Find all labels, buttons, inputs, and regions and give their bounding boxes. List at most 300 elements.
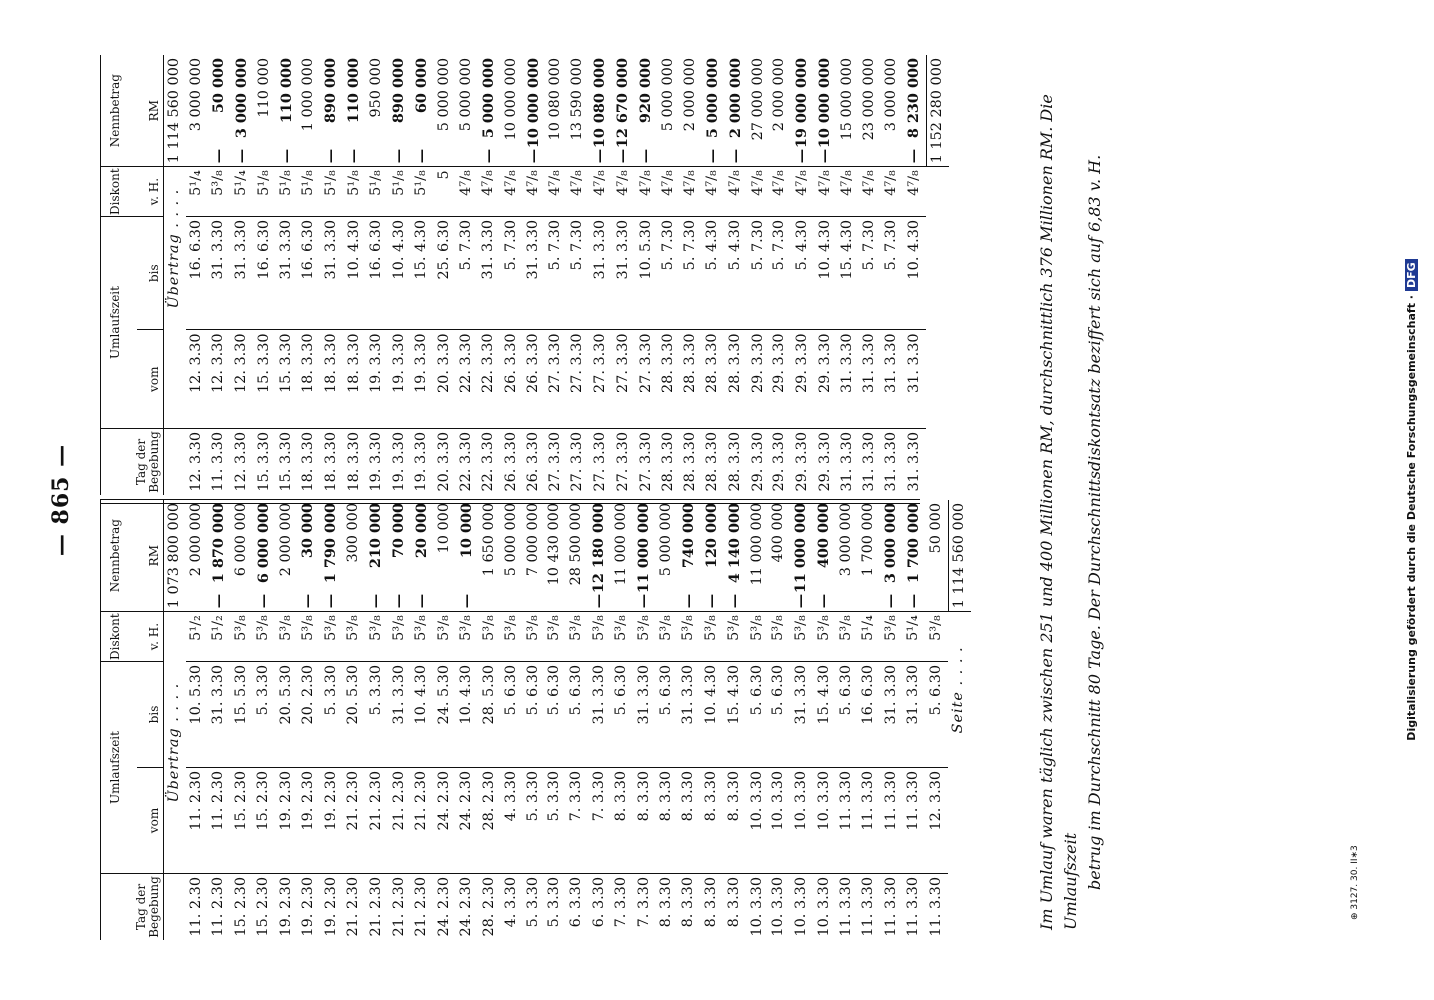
carry-value: 1 114 560 000	[164, 55, 186, 167]
minus-sign: —	[702, 593, 720, 609]
bis-cell: 16. 6.30	[858, 661, 880, 767]
amount-value: 5 000 000	[502, 503, 519, 577]
vom-cell: 19. 3.30	[388, 330, 411, 429]
amount-cell	[748, 55, 770, 167]
diskont-cell: 5¹/₈	[411, 167, 434, 217]
table-row	[903, 500, 926, 940]
tag-cell: 19. 3.30	[413, 432, 430, 492]
table-row	[881, 55, 903, 495]
diskont-cell: 5³/₈	[611, 612, 633, 662]
table-row	[858, 500, 880, 940]
amount-value: 740 000	[679, 503, 697, 569]
header-umlaufszeit: Umlaufszeit	[101, 216, 138, 428]
minus-sign: —	[390, 148, 408, 164]
minus-sign: —	[635, 593, 653, 609]
amount-cell	[434, 55, 456, 167]
bis-cell: 10. 4.30	[903, 216, 926, 330]
diskont-cell: 5³/₈	[208, 167, 231, 217]
vom-cell: 18. 3.30	[320, 330, 343, 429]
minus-sign: —	[637, 148, 655, 164]
diskont-cell: 4⁷/₈	[523, 167, 546, 217]
minus-sign: —	[209, 148, 227, 164]
amount-cell	[859, 55, 881, 167]
diskont-cell: 5¹/₈	[388, 167, 411, 217]
minus-sign: —	[299, 593, 317, 609]
table-row	[298, 55, 320, 495]
minus-sign: —	[232, 148, 250, 164]
minus-sign: —	[792, 593, 810, 609]
diskont-cell: 5¹/₈	[254, 167, 276, 217]
vom-cell: 19. 2.30	[276, 767, 298, 873]
amount-cell	[633, 500, 656, 612]
bis-cell: 5. 6.30	[836, 661, 858, 767]
bis-cell: 5. 6.30	[523, 661, 545, 767]
bis-cell: 16. 6.30	[366, 216, 388, 330]
diskont-cell: 5¹/₈	[276, 167, 299, 217]
amount-value: 210 000	[367, 503, 385, 569]
diskont-cell: 4⁷/₈	[903, 167, 926, 217]
diskont-cell: 5³/₈	[790, 612, 813, 662]
amount-cell	[588, 500, 611, 612]
diskont-cell: 5³/₈	[566, 612, 588, 662]
bis-cell: 5. 7.30	[545, 216, 567, 330]
vom-cell: 27. 3.30	[635, 330, 658, 429]
amount-value: 890 000	[322, 58, 340, 124]
vom-cell: 5. 3.30	[544, 767, 566, 873]
total-label: Seite . . . .	[950, 646, 967, 734]
amount-value: 10 000 000	[816, 58, 834, 149]
vom-cell: 28. 3.30	[658, 330, 680, 429]
diskont-cell: 5³/₈	[365, 612, 388, 662]
bis-cell: 5. 7.30	[769, 216, 791, 330]
table-row	[343, 500, 365, 940]
vom-cell: 27. 3.30	[545, 330, 567, 429]
bis-cell: 5. 7.30	[567, 216, 589, 330]
table-row	[612, 55, 635, 495]
diskont-cell: 5³/₈	[724, 612, 747, 662]
bis-cell: 10. 5.30	[186, 661, 208, 767]
minus-sign: —	[524, 148, 542, 164]
table-row	[365, 500, 388, 940]
header-vom: vom	[137, 330, 164, 429]
bis-cell: 5. 6.30	[544, 661, 566, 767]
amount-value: 60 000	[412, 58, 430, 114]
header-tag: Tag der Begebung	[101, 429, 164, 496]
minus-sign: —	[209, 593, 227, 609]
amount-cell	[365, 500, 388, 612]
table-row	[434, 500, 456, 940]
vom-cell: 31. 3.30	[903, 330, 926, 429]
vom-cell: 11. 3.30	[903, 767, 926, 873]
diskont-cell: 4⁷/₈	[635, 167, 658, 217]
tag-cell: 8. 3.30	[726, 877, 743, 928]
vom-cell: 11. 2.30	[186, 767, 208, 873]
amount-cell	[320, 500, 343, 612]
header-vh: v. H.	[137, 167, 164, 217]
minus-sign: —	[367, 593, 385, 609]
bis-cell: 10. 4.30	[456, 661, 479, 767]
left-table-body	[164, 500, 971, 940]
tag-cell: 10. 3.30	[792, 877, 809, 937]
vom-cell: 21. 2.30	[388, 767, 411, 873]
tag-cell: 11. 3.30	[882, 877, 899, 937]
table-row	[366, 55, 388, 495]
diskont-cell: 4⁷/₈	[658, 167, 680, 217]
tag-cell: 15. 2.30	[232, 877, 249, 937]
diskont-cell: 5³/₈	[836, 612, 858, 662]
diskont-cell: 4⁷/₈	[456, 167, 478, 217]
note-line-1: Im Umlauf waren täglich zwischen 251 und 400 Millionen RM, durchschnittlich 376 Millionen RM. Die Umlaufszeit	[1037, 94, 1080, 930]
page-number: — 865 —	[48, 443, 74, 557]
diskont-cell: 5¹/₂	[208, 612, 231, 662]
vom-cell: 8. 3.30	[656, 767, 678, 873]
amount-value: 110 000	[255, 58, 272, 118]
table-row	[903, 55, 926, 495]
amount-cell	[903, 500, 926, 612]
vom-cell: 19. 2.30	[320, 767, 343, 873]
bis-cell: 31. 3.30	[231, 216, 254, 330]
amount-value: 2 000 000	[771, 58, 788, 132]
tag-cell: 19. 2.30	[299, 877, 316, 937]
diskont-cell: 5¹/₄	[231, 167, 254, 217]
minus-sign: —	[412, 593, 430, 609]
header-diskont: Diskont	[101, 612, 138, 662]
table-row	[478, 55, 501, 495]
carry-row	[164, 55, 186, 495]
diskont-cell: 5³/₈	[926, 612, 948, 662]
header-bis: bis	[137, 216, 164, 330]
minus-sign: —	[725, 593, 743, 609]
bis-cell: 16. 6.30	[186, 216, 208, 330]
tag-cell: 29. 3.30	[771, 432, 788, 492]
table-row	[837, 55, 859, 495]
bis-cell: 31. 3.30	[388, 661, 411, 767]
tag-cell: 28. 2.30	[480, 877, 497, 937]
bis-cell: 31. 3.30	[790, 661, 813, 767]
table-row	[434, 55, 456, 495]
diskont-cell: 5³/₈	[297, 612, 320, 662]
tag-cell: 19. 2.30	[277, 877, 294, 937]
amount-cell	[297, 500, 320, 612]
table-row	[658, 55, 680, 495]
amount-value: 6 000 000	[254, 503, 272, 584]
vom-cell: 26. 3.30	[501, 330, 523, 429]
tag-cell: 10. 3.30	[748, 877, 765, 937]
amount-value: 5 000 000	[657, 503, 674, 577]
table-row	[208, 55, 231, 495]
amount-cell	[544, 500, 566, 612]
table-row	[702, 55, 725, 495]
table-row	[680, 55, 702, 495]
amount-value: 6 000 000	[232, 503, 249, 577]
tag-cell: 31. 3.30	[883, 432, 899, 492]
table-row	[678, 500, 701, 940]
vom-cell: 10. 3.30	[768, 767, 790, 873]
bis-cell: 10. 4.30	[814, 216, 837, 330]
minus-sign: —	[254, 593, 272, 609]
vom-cell: 21. 2.30	[411, 767, 434, 873]
vom-cell: 11. 3.30	[858, 767, 880, 873]
vom-cell: 15. 2.30	[231, 767, 253, 873]
tag-cell: 24. 2.30	[458, 877, 475, 937]
bis-cell: 10. 4.30	[343, 216, 366, 330]
minus-sign: —	[793, 148, 811, 164]
amount-cell	[478, 55, 501, 167]
amount-value: 3 000 000	[232, 58, 250, 139]
tag-cell: 5. 3.30	[524, 877, 541, 928]
diskont-cell: 4⁷/₈	[791, 167, 814, 217]
vom-cell: 27. 3.30	[589, 330, 612, 429]
amount-value: 10 430 000	[546, 503, 563, 586]
amount-cell	[276, 55, 299, 167]
amount-value: 3 000 000	[187, 58, 204, 132]
table-row	[859, 55, 881, 495]
bis-cell: 20. 5.30	[343, 661, 365, 767]
bis-cell: 31. 3.30	[678, 661, 701, 767]
table-row	[523, 500, 545, 940]
minus-sign: —	[322, 593, 340, 609]
minus-sign: —	[345, 148, 363, 164]
diskont-cell: 4⁷/₈	[680, 167, 702, 217]
bis-cell: 31. 3.30	[880, 661, 903, 767]
tag-cell: 28. 3.30	[659, 432, 676, 492]
vom-cell: 19. 3.30	[411, 330, 434, 429]
amount-value: 3 000 000	[882, 503, 899, 584]
table-row	[633, 500, 656, 940]
amount-cell	[769, 55, 791, 167]
tag-cell: 19. 3.30	[368, 432, 385, 492]
table-row	[186, 500, 208, 940]
bis-cell: 5. 7.30	[501, 216, 523, 330]
tag-cell: 27. 3.30	[614, 432, 631, 492]
tag-cell: 11. 2.30	[187, 877, 204, 937]
minus-sign: —	[322, 148, 340, 164]
tag-cell: 11. 3.30	[928, 877, 945, 937]
amount-cell	[768, 500, 790, 612]
amount-cell	[208, 55, 231, 167]
amount-cell	[276, 500, 298, 612]
diskont-cell: 4⁷/₈	[748, 167, 770, 217]
diskont-cell: 5³/₈	[411, 612, 434, 662]
diskont-cell: 4⁷/₈	[478, 167, 501, 217]
vom-cell: 24. 2.30	[456, 767, 479, 873]
amount-value: 10 000 000	[502, 58, 519, 141]
minus-sign: —	[703, 148, 721, 164]
amount-cell	[208, 500, 231, 612]
amount-value: 5 000 000	[435, 58, 452, 132]
diskont-cell: 5³/₈	[544, 612, 566, 662]
diskont-cell: 5³/₈	[747, 612, 769, 662]
table-row	[186, 55, 208, 495]
minus-sign: —	[390, 593, 408, 609]
amount-cell	[186, 500, 208, 612]
bis-cell: 10. 4.30	[701, 661, 724, 767]
right-table	[100, 55, 949, 495]
diskont-cell: 5¹/₈	[343, 167, 366, 217]
digitization-credit	[1405, 0, 1418, 1000]
table-row	[231, 500, 253, 940]
bis-cell: 16. 6.30	[254, 216, 276, 330]
amount-value: 11 000 000	[613, 503, 630, 586]
tag-cell: 11. 3.30	[838, 877, 855, 937]
tag-cell: 7. 3.30	[613, 877, 630, 928]
amount-value: 10 000	[457, 503, 475, 559]
bis-cell: 31. 3.30	[208, 216, 231, 330]
diskont-cell: 5¹/₄	[186, 167, 208, 217]
amount-cell	[501, 55, 523, 167]
bis-cell: 5. 3.30	[253, 661, 276, 767]
table-row	[320, 55, 343, 495]
amount-value: 11 000 000	[792, 503, 810, 594]
total-value: 1 152 280 000	[926, 55, 948, 167]
diskont-cell: 5³/₈	[343, 612, 365, 662]
vom-cell: 8. 3.30	[611, 767, 633, 873]
diskont-cell: 5³/₈	[678, 612, 701, 662]
table-row	[253, 500, 276, 940]
amount-cell	[611, 500, 633, 612]
amount-cell	[231, 55, 254, 167]
amount-value: 300 000	[345, 503, 362, 563]
amount-value: 2 000 000	[726, 58, 744, 139]
bis-cell: 5. 4.30	[791, 216, 814, 330]
bis-cell: 5. 6.30	[768, 661, 790, 767]
diskont-cell: 4⁷/₈	[589, 167, 612, 217]
amount-cell	[567, 55, 589, 167]
tag-cell: 15. 2.30	[255, 877, 272, 937]
amount-value: 400 000	[770, 503, 787, 563]
diskont-cell: 5³/₈	[231, 612, 253, 662]
amount-cell	[388, 500, 411, 612]
table-row	[388, 500, 411, 940]
print-stamp: ⊕ 3127. 30. II∗3	[1350, 845, 1360, 920]
vom-cell: 31. 3.30	[837, 330, 859, 429]
tag-cell: 26. 3.30	[525, 432, 541, 492]
amount-value: 23 000 000	[861, 58, 878, 141]
amount-cell	[678, 500, 701, 612]
amount-value: 2 000 000	[681, 58, 698, 132]
diskont-cell: 5³/₈	[880, 612, 903, 662]
amount-cell	[366, 55, 388, 167]
tag-cell: 29. 3.30	[793, 432, 810, 492]
bis-cell: 31. 3.30	[478, 216, 501, 330]
tag-cell: 21. 2.30	[367, 877, 384, 937]
amount-value: 27 000 000	[749, 58, 766, 141]
tag-cell: 11. 3.30	[905, 877, 922, 937]
amount-cell	[881, 55, 903, 167]
amount-value: 890 000	[390, 58, 408, 124]
amount-value: 2 000 000	[277, 503, 294, 577]
amount-value: 19 000 000	[793, 58, 811, 149]
minus-sign: —	[479, 148, 497, 164]
vom-cell: 28. 3.30	[702, 330, 725, 429]
amount-value: 5 000 000	[479, 58, 497, 139]
tag-cell: 15. 3.30	[278, 432, 295, 492]
table-row	[501, 55, 523, 495]
amount-value: 1 700 000	[904, 503, 922, 584]
bis-cell: 5. 7.30	[748, 216, 770, 330]
vom-cell: 19. 2.30	[297, 767, 320, 873]
vom-cell: 22. 3.30	[478, 330, 501, 429]
bis-cell: 10. 4.30	[411, 661, 434, 767]
tag-cell: 5. 3.30	[546, 877, 563, 928]
vom-cell: 10. 3.30	[813, 767, 836, 873]
amount-value: 50 000	[209, 58, 227, 114]
vom-cell: 5. 3.30	[523, 767, 545, 873]
table-row	[388, 55, 411, 495]
bis-cell: 31. 3.30	[276, 216, 299, 330]
amount-cell	[724, 500, 747, 612]
vom-cell: 31. 3.30	[881, 330, 903, 429]
amount-value: 3 000 000	[838, 503, 855, 577]
diskont-cell: 5³/₈	[388, 612, 411, 662]
vom-cell: 28. 3.30	[680, 330, 702, 429]
carry-value: 1 073 800 000	[164, 500, 186, 612]
diskont-cell: 5³/₈	[276, 612, 298, 662]
summary-note	[1035, 50, 1107, 930]
bis-cell: 31. 3.30	[589, 216, 612, 330]
diskont-cell: 4⁷/₈	[881, 167, 903, 217]
bis-cell: 24. 5.30	[434, 661, 456, 767]
minus-sign: —	[904, 148, 922, 164]
bis-cell: 5. 6.30	[747, 661, 769, 767]
amount-cell	[523, 55, 546, 167]
table-row	[748, 55, 770, 495]
tag-cell: 31. 3.30	[905, 432, 922, 492]
amount-cell	[837, 55, 859, 167]
total-value: 1 114 560 000	[948, 500, 970, 612]
bis-cell: 25. 6.30	[434, 216, 456, 330]
table-row	[545, 55, 567, 495]
bis-cell: 10. 4.30	[388, 216, 411, 330]
amount-cell	[545, 55, 567, 167]
amount-cell	[612, 55, 635, 167]
amount-cell	[388, 55, 411, 167]
amount-cell	[680, 55, 702, 167]
table-row	[880, 500, 903, 940]
bis-cell: 15. 4.30	[724, 661, 747, 767]
note-line-2: betrug im Durchschnitt 80 Tage. Der Durchschnittsdiskontsatz beziffert sich auf 6,83 v. H.	[1085, 154, 1104, 890]
carry-row	[164, 500, 186, 940]
bis-cell: 5. 6.30	[926, 661, 948, 767]
vom-cell: 11. 3.30	[836, 767, 858, 873]
left-table	[100, 500, 971, 940]
table-row	[588, 500, 611, 940]
vom-cell: 29. 3.30	[791, 330, 814, 429]
table-row	[836, 500, 858, 940]
column-divider	[100, 499, 920, 504]
amount-cell	[814, 55, 837, 167]
amount-cell	[635, 55, 658, 167]
amount-value: 1 870 000	[209, 503, 227, 584]
table-row	[456, 500, 479, 940]
tag-cell: 20. 3.30	[435, 432, 452, 492]
vom-cell: 27. 3.30	[567, 330, 589, 429]
bis-cell: 20. 5.30	[276, 661, 298, 767]
vom-cell: 8. 3.30	[678, 767, 701, 873]
vom-cell: 15. 3.30	[276, 330, 299, 429]
table-row	[297, 500, 320, 940]
tag-cell: 8. 3.30	[703, 877, 720, 928]
amount-cell	[254, 55, 276, 167]
bis-cell: 5. 3.30	[365, 661, 388, 767]
amount-value: 12 180 000	[590, 503, 608, 594]
amount-cell	[589, 55, 612, 167]
vom-cell: 11. 3.30	[880, 767, 903, 873]
header-vom: vom	[137, 767, 164, 873]
vom-cell: 8. 3.30	[633, 767, 656, 873]
amount-cell	[186, 55, 208, 167]
amount-cell	[566, 500, 588, 612]
